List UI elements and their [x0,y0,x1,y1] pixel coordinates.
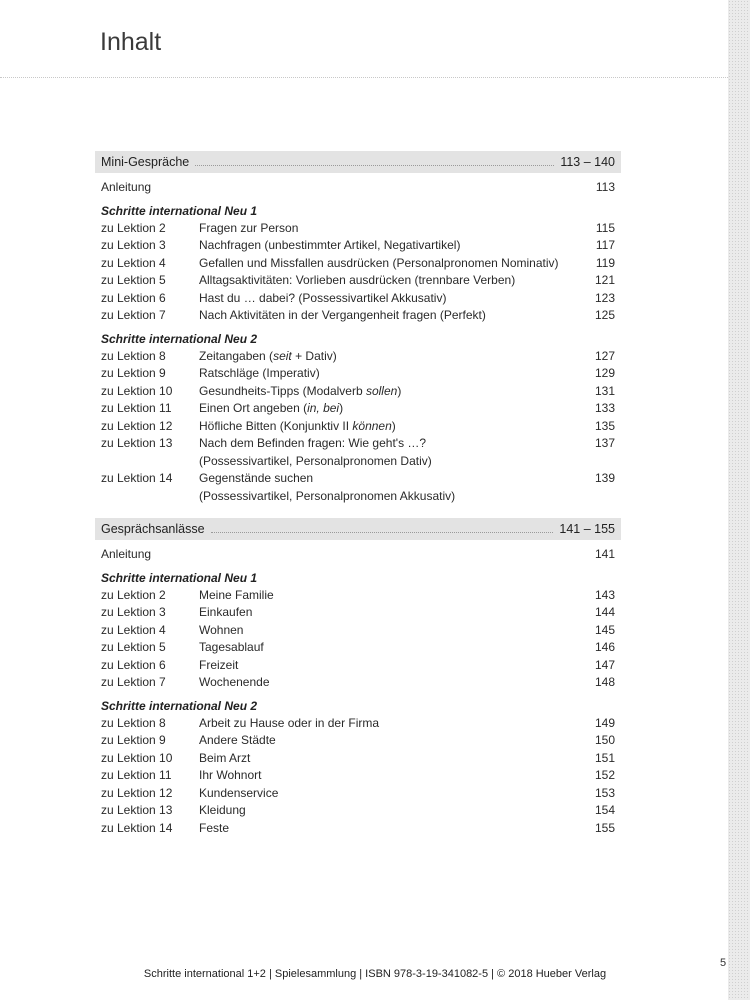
toc-row [95,365,621,383]
entry-description-continued: (Possessivartikel, Personalpronomen Dativ) [199,453,432,468]
entry-page: 149 [594,715,615,730]
toc-row [95,307,621,325]
toc-row [95,237,621,255]
entry-description: Höfliche Bitten (Konjunktiv II können) [199,418,396,433]
group-title: Schritte international Neu 1 [101,203,258,218]
italic-term: sollen [365,383,398,398]
dot-leader [195,165,554,166]
group-title: Schritte international Neu 1 [101,570,258,585]
lektion-label: zu Lektion 6 [101,657,166,672]
entry-page: 154 [594,803,615,817]
entry-page: 137 [594,436,615,450]
toc-row [95,272,621,290]
entry-page: 117 [595,238,615,252]
intro-label: Anleitung [101,180,152,194]
toc-row [95,348,621,366]
entry-page: 143 [594,587,615,602]
toc-row [95,750,621,768]
entry-page: 119 [595,255,615,270]
entry-description: Nach dem Befinden fragen: Wie geht's …? (Possessivartikel, Personalpronomen Dativ) [199,436,432,468]
page-number: 5 [720,957,727,969]
toc-row [95,604,621,622]
entry-description: Alltagsaktivitäten: Vorlieben ausdrücken (trennbare Verben) [199,273,516,287]
intro-row [95,546,621,564]
toc-row [95,290,621,308]
entry-page: 145 [594,622,615,637]
entry-description: Gesundheits-Tipps (Modalverb sollen) [199,383,402,398]
lektion-label: zu Lektion 14 [101,820,173,835]
entry-description: Andere Städte [199,733,276,747]
entry-description: Hast du … dabei? (Possessivartikel Akkusativ) [199,290,447,305]
entry-description: Gegenstände suchen (Possessivartikel, Personalpronomen Akkusativ) [199,471,456,503]
lektion-label: zu Lektion 4 [101,622,166,637]
lektion-label: zu Lektion 9 [101,733,166,747]
lektion-label: zu Lektion 6 [101,290,166,305]
entry-description: Einkaufen [199,605,253,619]
toc-row [95,418,621,436]
entry-page: 153 [594,785,615,800]
entry-page: 146 [594,640,615,654]
toc-row [95,732,621,750]
entry-description: Freizeit [199,657,239,672]
toc-section [95,151,621,505]
entry-page: 115 [595,220,615,235]
lektion-label: zu Lektion 10 [101,750,173,765]
entry-page: 133 [594,401,615,415]
lektion-label: zu Lektion 13 [101,436,173,450]
section-header [95,518,621,540]
lektion-label: zu Lektion 2 [101,220,166,235]
lektion-label: zu Lektion 7 [101,675,166,689]
entry-page: 129 [594,366,615,380]
lektion-label: zu Lektion 5 [101,273,166,287]
entry-page: 127 [594,348,615,363]
lektion-label: zu Lektion 5 [101,640,166,654]
entry-page: 144 [594,605,615,619]
toc-row [95,383,621,401]
toc-row [95,400,621,418]
italic-term: seit [273,348,292,363]
toc-row [95,820,621,838]
entry-description: Gefallen und Missfallen ausdrücken (Personalpronomen Nominativ) [199,255,559,270]
entry-description: Zeitangaben (seit + Dativ) [199,348,337,363]
entry-page: 135 [594,418,615,433]
entry-page: 152 [594,768,615,782]
lektion-label: zu Lektion 13 [101,803,173,817]
toc-row [95,657,621,675]
title-divider [0,77,728,78]
entry-description: Ratschläge (Imperativ) [199,366,320,380]
section-header [95,151,621,173]
entry-description: Fragen zur Person [199,220,299,235]
section-page-range: 141 – 155 [559,522,615,536]
entry-description-continued: (Possessivartikel, Personalpronomen Akkusativ) [199,488,456,503]
footer-credits: Schritte international 1+2 | Spielesammlung | ISBN 978-3-19-341082-5 | © 2018 Hueber Verlag [143,968,607,980]
lektion-label: zu Lektion 12 [101,418,173,433]
lektion-label: zu Lektion 11 [101,401,172,415]
group-title: Schritte international Neu 2 [101,698,258,713]
entry-description: Tagesablauf [199,640,264,654]
entry-page: 147 [594,657,615,672]
toc-row [95,802,621,820]
entry-description: Kleidung [199,803,246,817]
section-page-range: 113 – 140 [560,155,615,169]
toc-row [95,674,621,692]
lektion-label: zu Lektion 4 [101,255,166,270]
lektion-label: zu Lektion 9 [101,366,166,380]
toc-row [95,435,621,470]
entry-description: Beim Arzt [199,750,251,765]
lektion-label: zu Lektion 10 [101,383,173,398]
toc-row [95,639,621,657]
toc-row [95,785,621,803]
italic-term: können [352,418,392,433]
entry-page: 125 [594,308,615,322]
dot-leader [211,532,554,533]
entry-description: Arbeit zu Hause oder in der Firma [199,715,380,730]
entry-description: Nachfragen (unbestimmter Artikel, Negativartikel) [199,238,461,252]
lektion-label: zu Lektion 14 [101,471,173,485]
lektion-label: zu Lektion 3 [101,605,166,619]
lektion-label: zu Lektion 2 [101,587,166,602]
entry-description: Wohnen [199,622,244,637]
entry-description: Einen Ort angeben (in, bei) [199,401,344,415]
entry-page: 139 [594,471,615,485]
entry-page: 155 [594,820,615,835]
toc-row [95,767,621,785]
toc-row [95,255,621,273]
entry-page: 148 [594,675,615,689]
entry-description: Meine Familie [199,587,274,602]
entry-description: Nach Aktivitäten in der Vergangenheit fragen (Perfekt) [199,308,486,322]
toc-row [95,715,621,733]
entry-page: 123 [594,290,615,305]
toc-row [95,622,621,640]
entry-description: Feste [199,820,230,835]
lektion-label: zu Lektion 12 [101,785,173,800]
entry-description: Kundenservice [199,785,279,800]
section-title: Gesprächsanlässe [101,522,205,536]
lektion-label: zu Lektion 8 [101,715,166,730]
toc-row [95,587,621,605]
intro-page: 113 [595,180,615,194]
entry-page: 131 [594,383,615,398]
lektion-label: zu Lektion 3 [101,238,166,252]
group-title: Schritte international Neu 2 [101,331,258,346]
lektion-label: zu Lektion 7 [101,308,166,322]
intro-row [95,179,621,197]
page-title: Inhalt [100,28,162,56]
entry-description: Wochenende [199,675,270,689]
italic-term: in, bei [307,401,340,415]
lektion-label: zu Lektion 11 [101,768,172,782]
toc-section [95,518,621,837]
toc-row [95,220,621,238]
toc-row [95,470,621,505]
entry-page: 151 [594,750,615,765]
entry-page: 121 [594,273,615,287]
page-edge-strip [728,0,750,1000]
lektion-label: zu Lektion 8 [101,348,166,363]
intro-label: Anleitung [101,547,152,561]
entry-description: Ihr Wohnort [199,768,262,782]
entry-page: 150 [594,733,615,747]
intro-page: 141 [594,547,615,561]
section-title: Mini-Gespräche [101,155,190,169]
